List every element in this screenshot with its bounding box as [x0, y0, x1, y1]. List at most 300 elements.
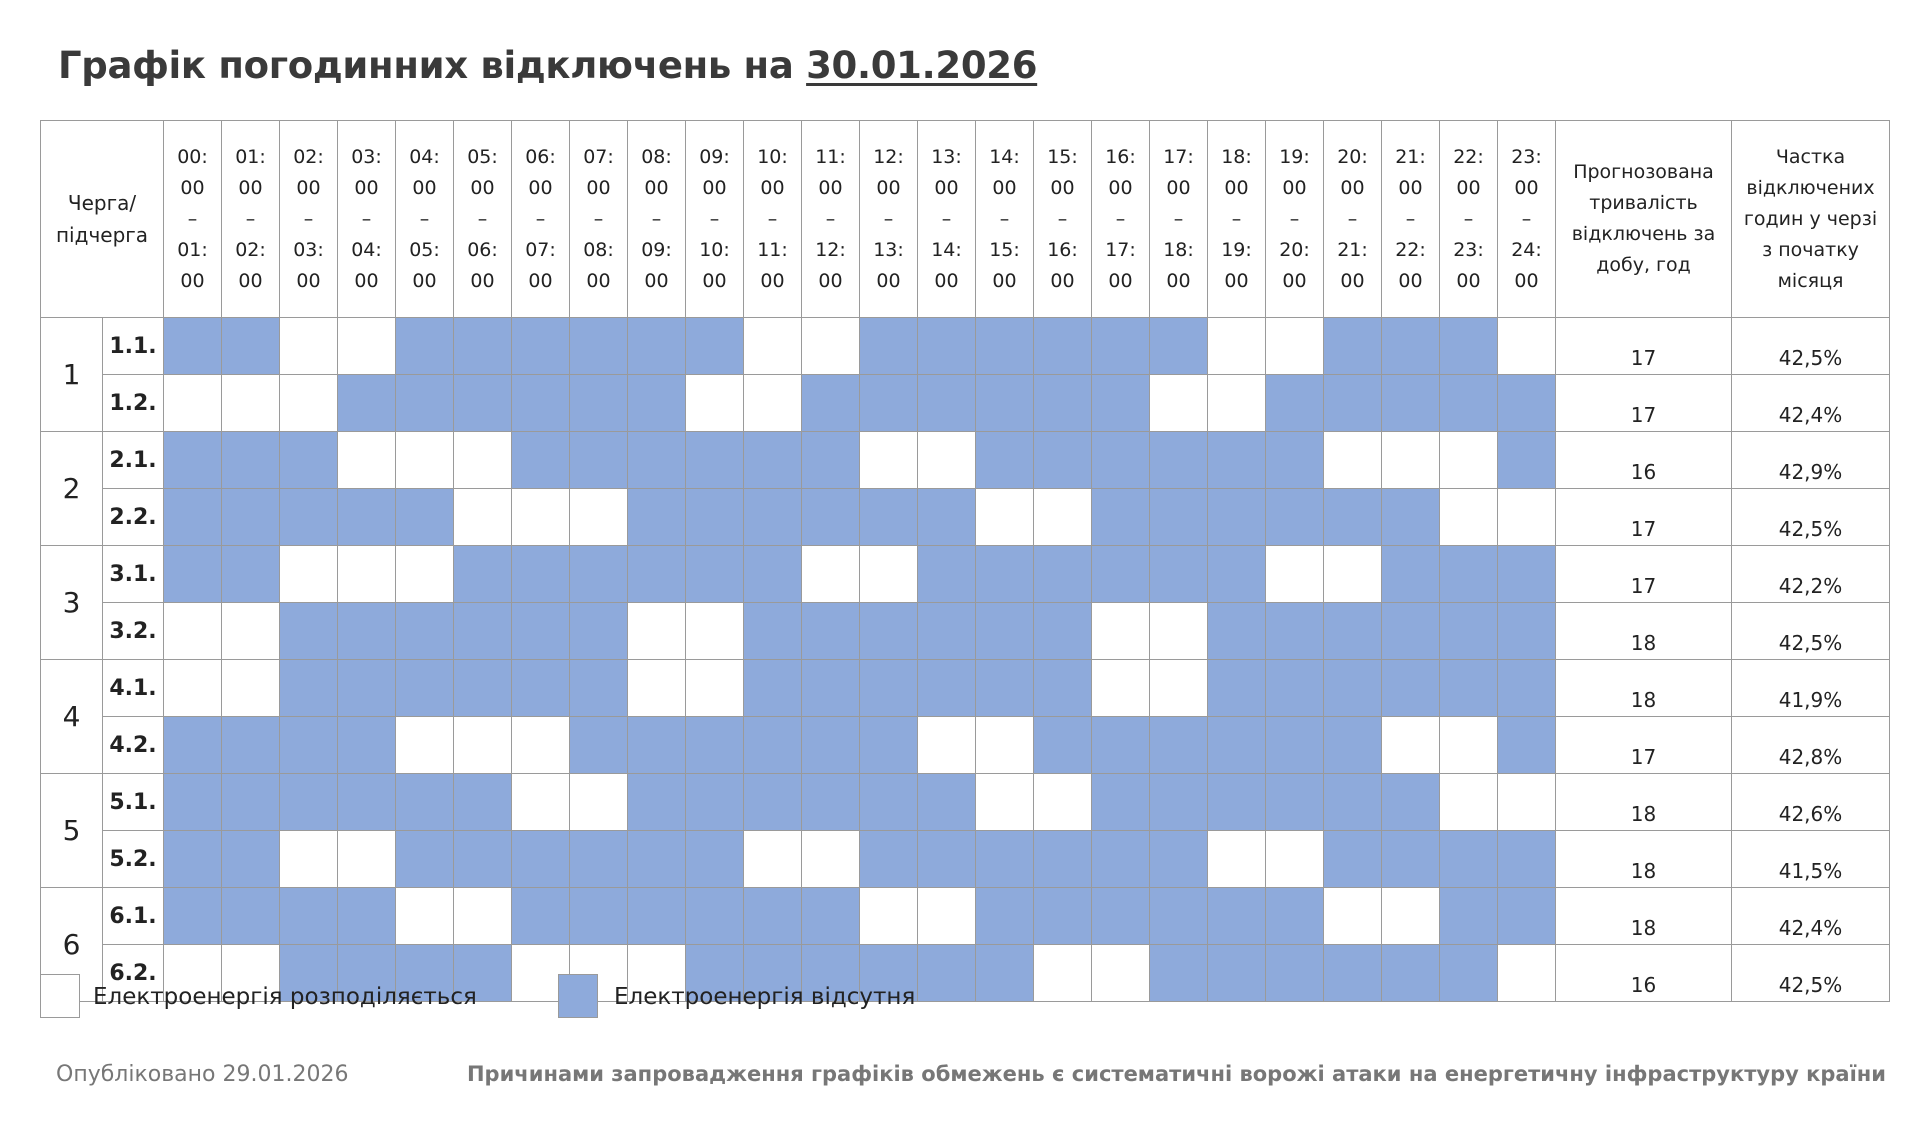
hour-cell-power-off: [976, 660, 1034, 717]
hour-cell-power-off: [860, 603, 918, 660]
hour-cell-power-off: [1092, 546, 1150, 603]
hour-cell-power-on: [512, 489, 570, 546]
duration-value: 18: [1556, 831, 1732, 888]
hour-cell-power-off: [918, 831, 976, 888]
hour-cell-power-off: [1324, 945, 1382, 1002]
hour-column-header: 19: 00 – 20: 00: [1266, 121, 1324, 318]
hour-cell-power-off: [1382, 603, 1440, 660]
legend-power-off-label: Електроенергія відсутня: [614, 984, 916, 1010]
hour-cell-power-off: [1266, 888, 1324, 945]
hour-cell-power-off: [338, 603, 396, 660]
table-row: [41, 318, 1890, 375]
hour-cell-power-off: [686, 546, 744, 603]
hour-cell-power-on: [396, 888, 454, 945]
hour-cell-power-off: [164, 717, 222, 774]
hour-cell-power-off: [918, 489, 976, 546]
hour-cell-power-off: [802, 603, 860, 660]
hour-cell-power-off: [628, 717, 686, 774]
hour-cell-power-on: [628, 603, 686, 660]
hour-cell-power-off: [512, 831, 570, 888]
legend-power-on-swatch: [40, 974, 80, 1018]
hour-cell-power-off: [454, 603, 512, 660]
hour-cell-power-off: [1382, 318, 1440, 375]
hour-cell-power-on: [976, 717, 1034, 774]
hour-cell-power-on: [1266, 546, 1324, 603]
subqueue-label: 2.1.: [103, 432, 164, 489]
hour-cell-power-off: [512, 432, 570, 489]
share-value: 42,2%: [1732, 546, 1890, 603]
hour-cell-power-off: [918, 375, 976, 432]
hour-cell-power-off: [280, 888, 338, 945]
hour-cell-power-off: [1150, 888, 1208, 945]
hour-cell-power-off: [1382, 945, 1440, 1002]
hour-column-header: 20: 00 – 21: 00: [1324, 121, 1382, 318]
hour-cell-power-off: [222, 774, 280, 831]
hour-cell-power-off: [1092, 774, 1150, 831]
hour-cell-power-off: [1034, 717, 1092, 774]
hour-cell-power-on: [396, 546, 454, 603]
hour-cell-power-off: [744, 546, 802, 603]
subqueue-label: 6.1.: [103, 888, 164, 945]
hour-cell-power-off: [1498, 831, 1556, 888]
hour-cell-power-on: [1092, 660, 1150, 717]
hour-cell-power-off: [1034, 660, 1092, 717]
hour-cell-power-off: [1092, 489, 1150, 546]
queue-label: 6: [41, 888, 103, 1002]
hour-cell-power-off: [802, 660, 860, 717]
hour-cell-power-off: [570, 375, 628, 432]
hour-cell-power-off: [1498, 603, 1556, 660]
hour-cell-power-off: [1034, 432, 1092, 489]
duration-column-header: Прогнозована тривалість відключень за добу, год: [1556, 121, 1732, 318]
hour-cell-power-off: [628, 774, 686, 831]
hour-cell-power-off: [1208, 432, 1266, 489]
hour-column-header: 01: 00 – 02: 00: [222, 121, 280, 318]
hour-cell-power-off: [1324, 660, 1382, 717]
hour-cell-power-on: [1034, 489, 1092, 546]
hour-cell-power-off: [976, 375, 1034, 432]
hour-cell-power-off: [744, 603, 802, 660]
hour-cell-power-off: [628, 831, 686, 888]
hour-cell-power-off: [628, 888, 686, 945]
share-value: 42,5%: [1732, 603, 1890, 660]
duration-value: 18: [1556, 660, 1732, 717]
hour-cell-power-off: [280, 717, 338, 774]
hour-cell-power-off: [396, 489, 454, 546]
hour-cell-power-off: [744, 660, 802, 717]
share-value: 42,5%: [1732, 489, 1890, 546]
hour-cell-power-off: [570, 660, 628, 717]
table-row: [41, 888, 1890, 945]
hour-cell-power-off: [976, 432, 1034, 489]
hour-column-header: 07: 00 – 08: 00: [570, 121, 628, 318]
hour-cell-power-off: [1382, 546, 1440, 603]
hour-cell-power-on: [802, 318, 860, 375]
hour-cell-power-off: [628, 432, 686, 489]
hour-cell-power-off: [1498, 660, 1556, 717]
hour-cell-power-on: [512, 774, 570, 831]
hour-cell-power-on: [1440, 432, 1498, 489]
hour-cell-power-on: [280, 318, 338, 375]
hour-cell-power-off: [222, 888, 280, 945]
hour-cell-power-off: [1208, 603, 1266, 660]
hour-cell-power-off: [338, 888, 396, 945]
queue-column-header: Черга/ підчерга: [41, 121, 164, 318]
table-header-row: [41, 121, 1890, 318]
hour-cell-power-off: [454, 774, 512, 831]
hour-cell-power-off: [1208, 945, 1266, 1002]
hour-cell-power-on: [338, 432, 396, 489]
hour-cell-power-off: [1440, 603, 1498, 660]
hour-cell-power-on: [1324, 888, 1382, 945]
hour-cell-power-on: [222, 660, 280, 717]
hour-cell-power-off: [686, 432, 744, 489]
subqueue-label: 2.2.: [103, 489, 164, 546]
hour-cell-power-on: [918, 717, 976, 774]
hour-cell-power-off: [802, 888, 860, 945]
hour-cell-power-on: [802, 546, 860, 603]
hour-cell-power-off: [1092, 717, 1150, 774]
hour-cell-power-off: [860, 318, 918, 375]
table-row: [41, 831, 1890, 888]
hour-cell-power-on: [280, 375, 338, 432]
hour-cell-power-on: [338, 831, 396, 888]
hour-cell-power-off: [570, 603, 628, 660]
hour-cell-power-off: [164, 432, 222, 489]
hour-cell-power-on: [164, 660, 222, 717]
hour-cell-power-off: [918, 546, 976, 603]
hour-cell-power-off: [222, 318, 280, 375]
hour-cell-power-off: [280, 603, 338, 660]
hour-column-header: 00: 00 – 01: 00: [164, 121, 222, 318]
hour-cell-power-off: [570, 318, 628, 375]
hour-cell-power-off: [1498, 375, 1556, 432]
hour-cell-power-on: [918, 432, 976, 489]
table-row: [41, 375, 1890, 432]
queue-label: 4: [41, 660, 103, 774]
hour-cell-power-on: [1324, 432, 1382, 489]
hour-cell-power-off: [860, 774, 918, 831]
hour-cell-power-off: [454, 831, 512, 888]
hour-cell-power-off: [1208, 774, 1266, 831]
hour-cell-power-off: [1208, 489, 1266, 546]
hour-cell-power-off: [1034, 603, 1092, 660]
hour-cell-power-off: [1150, 717, 1208, 774]
hour-cell-power-off: [1440, 831, 1498, 888]
duration-value: 17: [1556, 375, 1732, 432]
hour-cell-power-off: [164, 831, 222, 888]
hour-cell-power-on: [686, 603, 744, 660]
hour-cell-power-off: [1440, 888, 1498, 945]
duration-value: 17: [1556, 318, 1732, 375]
hour-cell-power-off: [1498, 546, 1556, 603]
table-row: [41, 432, 1890, 489]
hour-cell-power-off: [222, 489, 280, 546]
hour-cell-power-off: [1034, 831, 1092, 888]
hour-cell-power-off: [1034, 375, 1092, 432]
hour-cell-power-off: [686, 318, 744, 375]
hour-column-header: 04: 00 – 05: 00: [396, 121, 454, 318]
share-column-header: Частка відключених годин у черзі з початку місяця: [1732, 121, 1890, 318]
hour-cell-power-on: [1440, 774, 1498, 831]
hour-cell-power-off: [860, 375, 918, 432]
hour-column-header: 16: 00 – 17: 00: [1092, 121, 1150, 318]
hour-cell-power-on: [802, 831, 860, 888]
hour-column-header: 03: 00 – 04: 00: [338, 121, 396, 318]
hour-cell-power-off: [744, 489, 802, 546]
hour-cell-power-off: [1034, 318, 1092, 375]
hour-cell-power-off: [280, 774, 338, 831]
hour-column-header: 08: 00 – 09: 00: [628, 121, 686, 318]
subqueue-label: 3.1.: [103, 546, 164, 603]
table-row: [41, 717, 1890, 774]
hour-cell-power-off: [1150, 546, 1208, 603]
hour-cell-power-on: [1208, 375, 1266, 432]
duration-value: 17: [1556, 717, 1732, 774]
hour-cell-power-off: [396, 375, 454, 432]
reason-note: Причинами запровадження графіків обмежень є систематичні ворожі атаки на енергетичну інфраструктуру країни: [466, 1062, 1886, 1086]
queue-label: 5: [41, 774, 103, 888]
hour-cell-power-off: [1266, 489, 1324, 546]
hour-cell-power-off: [802, 432, 860, 489]
queue-label: 2: [41, 432, 103, 546]
hour-cell-power-off: [1498, 717, 1556, 774]
hour-cell-power-off: [744, 432, 802, 489]
hour-cell-power-on: [280, 546, 338, 603]
hour-cell-power-on: [1150, 660, 1208, 717]
hour-cell-power-on: [686, 375, 744, 432]
legend-power-on-label: Електроенергія розподіляється: [93, 984, 477, 1010]
hour-cell-power-on: [1498, 318, 1556, 375]
hour-cell-power-off: [222, 831, 280, 888]
duration-value: 16: [1556, 945, 1732, 1002]
hour-cell-power-off: [570, 888, 628, 945]
share-value: 41,5%: [1732, 831, 1890, 888]
hour-cell-power-on: [1382, 432, 1440, 489]
table-row: [41, 603, 1890, 660]
hour-cell-power-off: [1266, 660, 1324, 717]
share-value: 42,8%: [1732, 717, 1890, 774]
hour-column-header: 12: 00 – 13: 00: [860, 121, 918, 318]
hour-cell-power-on: [280, 831, 338, 888]
hour-cell-power-on: [1266, 831, 1324, 888]
share-value: 42,4%: [1732, 375, 1890, 432]
hour-column-header: 11: 00 – 12: 00: [802, 121, 860, 318]
queue-label: 1: [41, 318, 103, 432]
hour-cell-power-off: [628, 489, 686, 546]
hour-cell-power-on: [1208, 318, 1266, 375]
hour-column-header: 06: 00 – 07: 00: [512, 121, 570, 318]
subqueue-label: 5.1.: [103, 774, 164, 831]
share-value: 42,5%: [1732, 945, 1890, 1002]
hour-cell-power-off: [1266, 603, 1324, 660]
hour-cell-power-on: [1498, 774, 1556, 831]
hour-cell-power-off: [570, 717, 628, 774]
hour-cell-power-off: [976, 546, 1034, 603]
hour-cell-power-off: [802, 375, 860, 432]
hour-cell-power-off: [1324, 489, 1382, 546]
hour-cell-power-on: [454, 888, 512, 945]
hour-cell-power-on: [1092, 603, 1150, 660]
hour-column-header: 02: 00 – 03: 00: [280, 121, 338, 318]
hour-column-header: 05: 00 – 06: 00: [454, 121, 512, 318]
hour-cell-power-off: [570, 432, 628, 489]
hour-cell-power-off: [1150, 774, 1208, 831]
hour-cell-power-on: [1498, 489, 1556, 546]
share-value: 42,6%: [1732, 774, 1890, 831]
hour-cell-power-on: [1034, 945, 1092, 1002]
hour-cell-power-off: [976, 888, 1034, 945]
duration-value: 17: [1556, 546, 1732, 603]
hour-cell-power-on: [222, 603, 280, 660]
table-row: [41, 489, 1890, 546]
hour-column-header: 23: 00 – 24: 00: [1498, 121, 1556, 318]
hour-cell-power-off: [628, 318, 686, 375]
hour-column-header: 09: 00 – 10: 00: [686, 121, 744, 318]
hour-cell-power-off: [744, 717, 802, 774]
hour-cell-power-off: [686, 489, 744, 546]
hour-cell-power-off: [628, 546, 686, 603]
hour-cell-power-off: [918, 945, 976, 1002]
share-value: 41,9%: [1732, 660, 1890, 717]
hour-cell-power-off: [1382, 774, 1440, 831]
hour-cell-power-off: [164, 489, 222, 546]
share-value: 42,5%: [1732, 318, 1890, 375]
title-text: Графік погодинних відключень на: [58, 44, 794, 87]
hour-cell-power-off: [802, 717, 860, 774]
table-row: [41, 546, 1890, 603]
hour-cell-power-on: [164, 375, 222, 432]
hour-cell-power-on: [396, 432, 454, 489]
duration-value: 17: [1556, 489, 1732, 546]
hour-cell-power-on: [164, 603, 222, 660]
hour-cell-power-on: [744, 831, 802, 888]
hour-cell-power-off: [338, 660, 396, 717]
hour-cell-power-off: [396, 660, 454, 717]
hour-cell-power-off: [686, 831, 744, 888]
hour-cell-power-on: [1324, 546, 1382, 603]
hour-cell-power-off: [1382, 375, 1440, 432]
hour-cell-power-off: [918, 660, 976, 717]
subqueue-label: 4.1.: [103, 660, 164, 717]
hour-cell-power-off: [396, 831, 454, 888]
hour-cell-power-off: [802, 774, 860, 831]
hour-cell-power-on: [976, 774, 1034, 831]
subqueue-label: 3.2.: [103, 603, 164, 660]
hour-cell-power-on: [338, 546, 396, 603]
hour-cell-power-off: [1324, 774, 1382, 831]
hour-cell-power-off: [1440, 945, 1498, 1002]
hour-cell-power-on: [860, 432, 918, 489]
hour-cell-power-off: [918, 318, 976, 375]
hour-cell-power-off: [454, 546, 512, 603]
title-date: 30.01.2026: [806, 44, 1038, 87]
hour-cell-power-off: [1498, 888, 1556, 945]
hour-cell-power-off: [1150, 831, 1208, 888]
hour-cell-power-on: [454, 717, 512, 774]
hour-cell-power-off: [512, 375, 570, 432]
subqueue-label: 6.2.: [103, 945, 164, 1002]
hour-cell-power-off: [1092, 432, 1150, 489]
hour-cell-power-off: [1324, 603, 1382, 660]
duration-value: 16: [1556, 432, 1732, 489]
hour-column-header: 22: 00 – 23: 00: [1440, 121, 1498, 318]
share-value: 42,4%: [1732, 888, 1890, 945]
hour-cell-power-on: [1382, 888, 1440, 945]
duration-value: 18: [1556, 603, 1732, 660]
hour-cell-power-off: [396, 774, 454, 831]
subqueue-label: 1.1.: [103, 318, 164, 375]
hour-cell-power-off: [1440, 375, 1498, 432]
hour-cell-power-off: [976, 945, 1034, 1002]
hour-cell-power-on: [338, 318, 396, 375]
hour-column-header: 13: 00 – 14: 00: [918, 121, 976, 318]
hour-cell-power-off: [1150, 945, 1208, 1002]
hour-cell-power-on: [860, 888, 918, 945]
hour-cell-power-on: [628, 660, 686, 717]
hour-cell-power-off: [512, 603, 570, 660]
hour-cell-power-off: [860, 717, 918, 774]
table-row: [41, 660, 1890, 717]
hour-cell-power-on: [918, 888, 976, 945]
hour-cell-power-off: [1092, 888, 1150, 945]
duration-value: 18: [1556, 774, 1732, 831]
hour-cell-power-off: [1034, 888, 1092, 945]
hour-cell-power-off: [570, 546, 628, 603]
hour-column-header: 14: 00 – 15: 00: [976, 121, 1034, 318]
hour-cell-power-off: [1208, 660, 1266, 717]
hour-column-header: 15: 00 – 16: 00: [1034, 121, 1092, 318]
hour-cell-power-on: [1092, 945, 1150, 1002]
hour-cell-power-off: [1092, 375, 1150, 432]
hour-cell-power-off: [280, 489, 338, 546]
hour-cell-power-off: [512, 318, 570, 375]
hour-cell-power-off: [976, 603, 1034, 660]
hour-cell-power-on: [570, 774, 628, 831]
hour-cell-power-on: [396, 717, 454, 774]
hour-cell-power-off: [222, 717, 280, 774]
hour-cell-power-off: [512, 660, 570, 717]
hour-cell-power-on: [1498, 945, 1556, 1002]
hour-cell-power-off: [164, 318, 222, 375]
table-row: [41, 774, 1890, 831]
hour-cell-power-off: [686, 888, 744, 945]
hour-cell-power-off: [1208, 888, 1266, 945]
hour-cell-power-on: [1208, 831, 1266, 888]
hour-cell-power-off: [1498, 432, 1556, 489]
hour-cell-power-off: [1440, 660, 1498, 717]
published-date: Опубліковано 29.01.2026: [56, 1062, 349, 1087]
hour-cell-power-off: [338, 774, 396, 831]
hour-cell-power-off: [338, 375, 396, 432]
hour-cell-power-off: [1266, 774, 1324, 831]
hour-cell-power-off: [1324, 318, 1382, 375]
hour-cell-power-off: [1150, 489, 1208, 546]
page-title: [58, 44, 1037, 87]
hour-cell-power-off: [1266, 375, 1324, 432]
hour-cell-power-off: [976, 831, 1034, 888]
hour-cell-power-off: [1440, 546, 1498, 603]
hour-cell-power-off: [744, 774, 802, 831]
subqueue-label: 4.2.: [103, 717, 164, 774]
hour-cell-power-off: [454, 318, 512, 375]
hour-cell-power-on: [512, 717, 570, 774]
hour-column-header: 17: 00 – 18: 00: [1150, 121, 1208, 318]
hour-cell-power-on: [570, 489, 628, 546]
hour-cell-power-on: [1382, 717, 1440, 774]
hour-cell-power-on: [1266, 318, 1324, 375]
hour-cell-power-off: [222, 546, 280, 603]
